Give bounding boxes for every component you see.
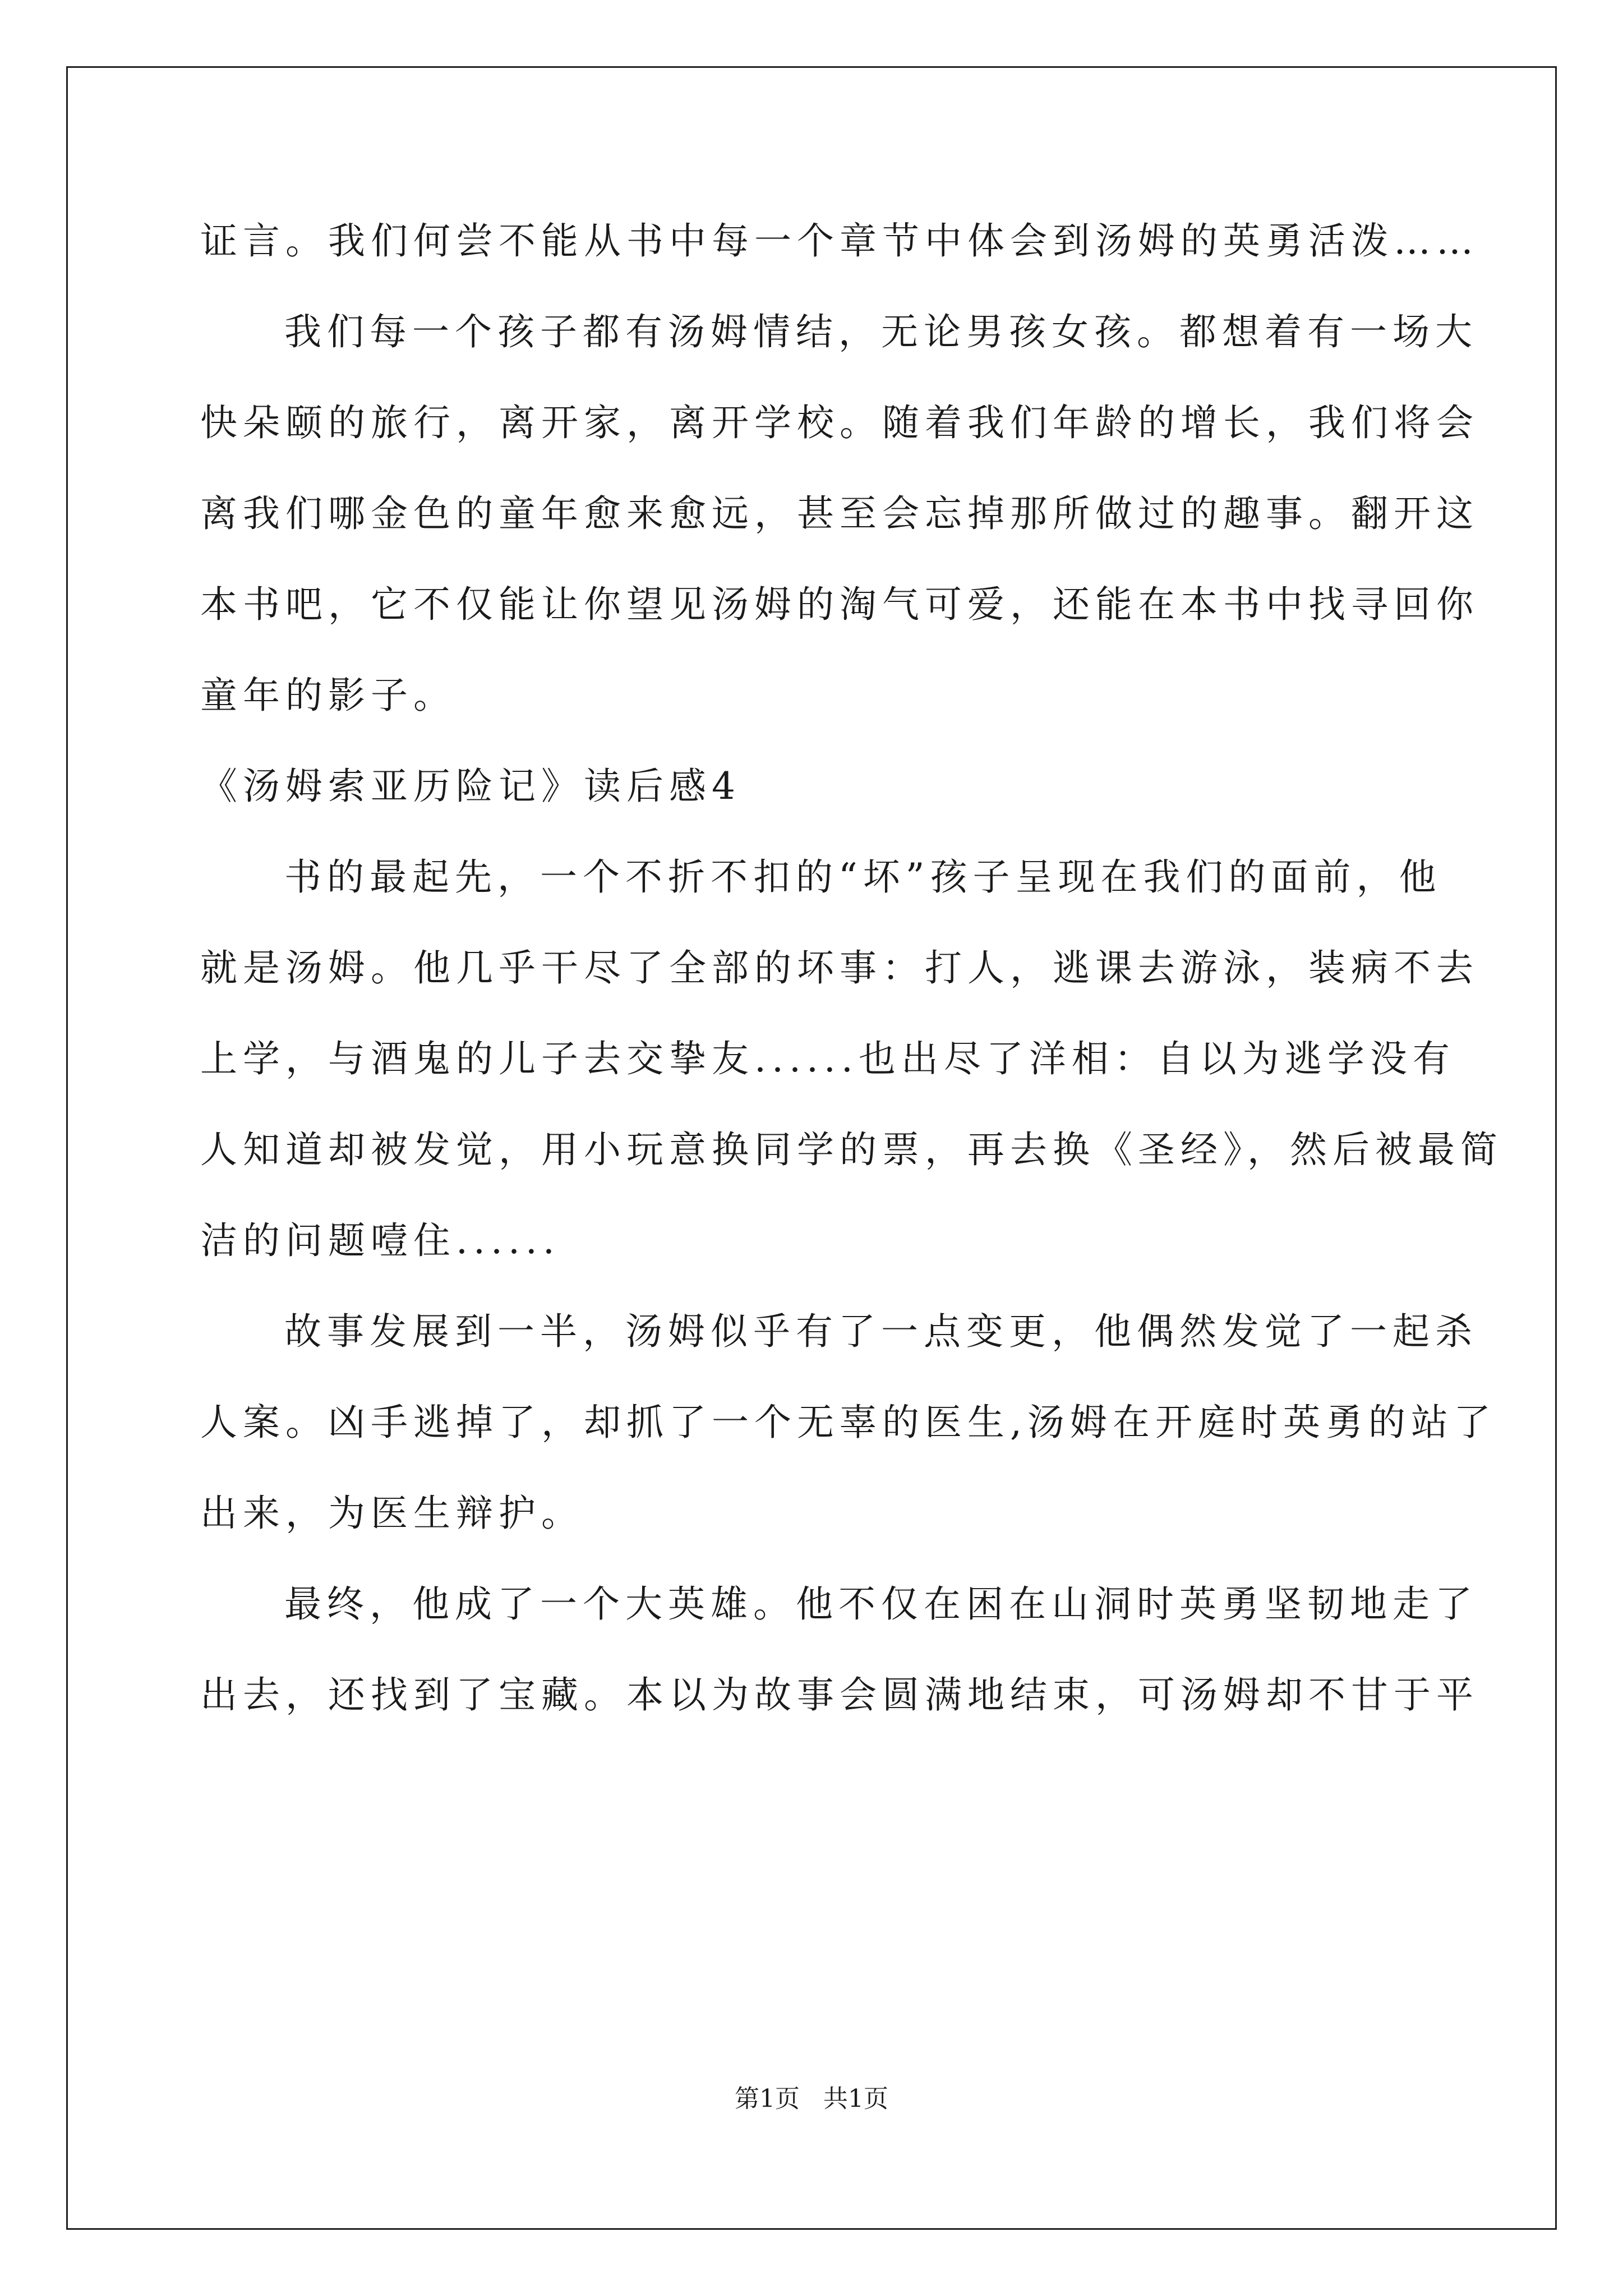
text-line: 出来，为医生辩护。	[200, 1492, 584, 1535]
text-line: 离我们哪金色的童年愈来愈远，甚至会忘掉那所做过的趣事。翻开这	[200, 492, 1479, 535]
text-line: 快朵颐的旅行，离开家，离开学校。随着我们年龄的增长，我们将会	[200, 401, 1479, 444]
text-line: 出去，还找到了宝藏。本以为故事会圆满地结束，可汤姆却不甘于平	[200, 1673, 1479, 1717]
text-line: 本书吧，它不仅能让你望见汤姆的淘气可爱，还能在本书中找寻回你	[200, 583, 1479, 626]
text-line: 证言。我们何尝不能从书中每一个章节中体会到汤姆的英勇活泼……	[200, 219, 1479, 263]
text-line: 我们每一个孩子都有汤姆情结，无论男孩女孩。都想着有一场大	[284, 310, 1478, 353]
text-line: 洁的问题噎住......	[200, 1219, 560, 1262]
page-footer: 第1页 共1页	[735, 2085, 888, 2113]
text-line: 就是汤姆。他几乎干尽了全部的坏事：打人，逃课去游泳，装病不去	[200, 946, 1479, 990]
text-line: 最终，他成了一个大英雄。他不仅在困在山洞时英勇坚韧地走了	[284, 1582, 1478, 1626]
text-line: 故事发展到一半，汤姆似乎有了一点变更，他偶然发觉了一起杀	[284, 1310, 1478, 1353]
text-line: 童年的影子。	[200, 674, 456, 717]
text-line: 上学，与酒鬼的儿子去交挚友......也出尽了洋相：自以为逃学没有	[200, 1037, 1455, 1080]
section-heading: 《汤姆索亚历险记》读后感4	[200, 765, 741, 808]
text-line: 人案。凶手逃掉了，却抓了一个无辜的医生,汤姆在开庭时英勇的站了	[200, 1401, 1496, 1444]
text-line: 书的最起先，一个不折不扣的“坏”孩子呈现在我们的面前，他	[284, 855, 1442, 899]
text-line: 人知道却被发觉，用小玩意换同学的票，再去换《圣经》，然后被最简	[200, 1128, 1503, 1171]
